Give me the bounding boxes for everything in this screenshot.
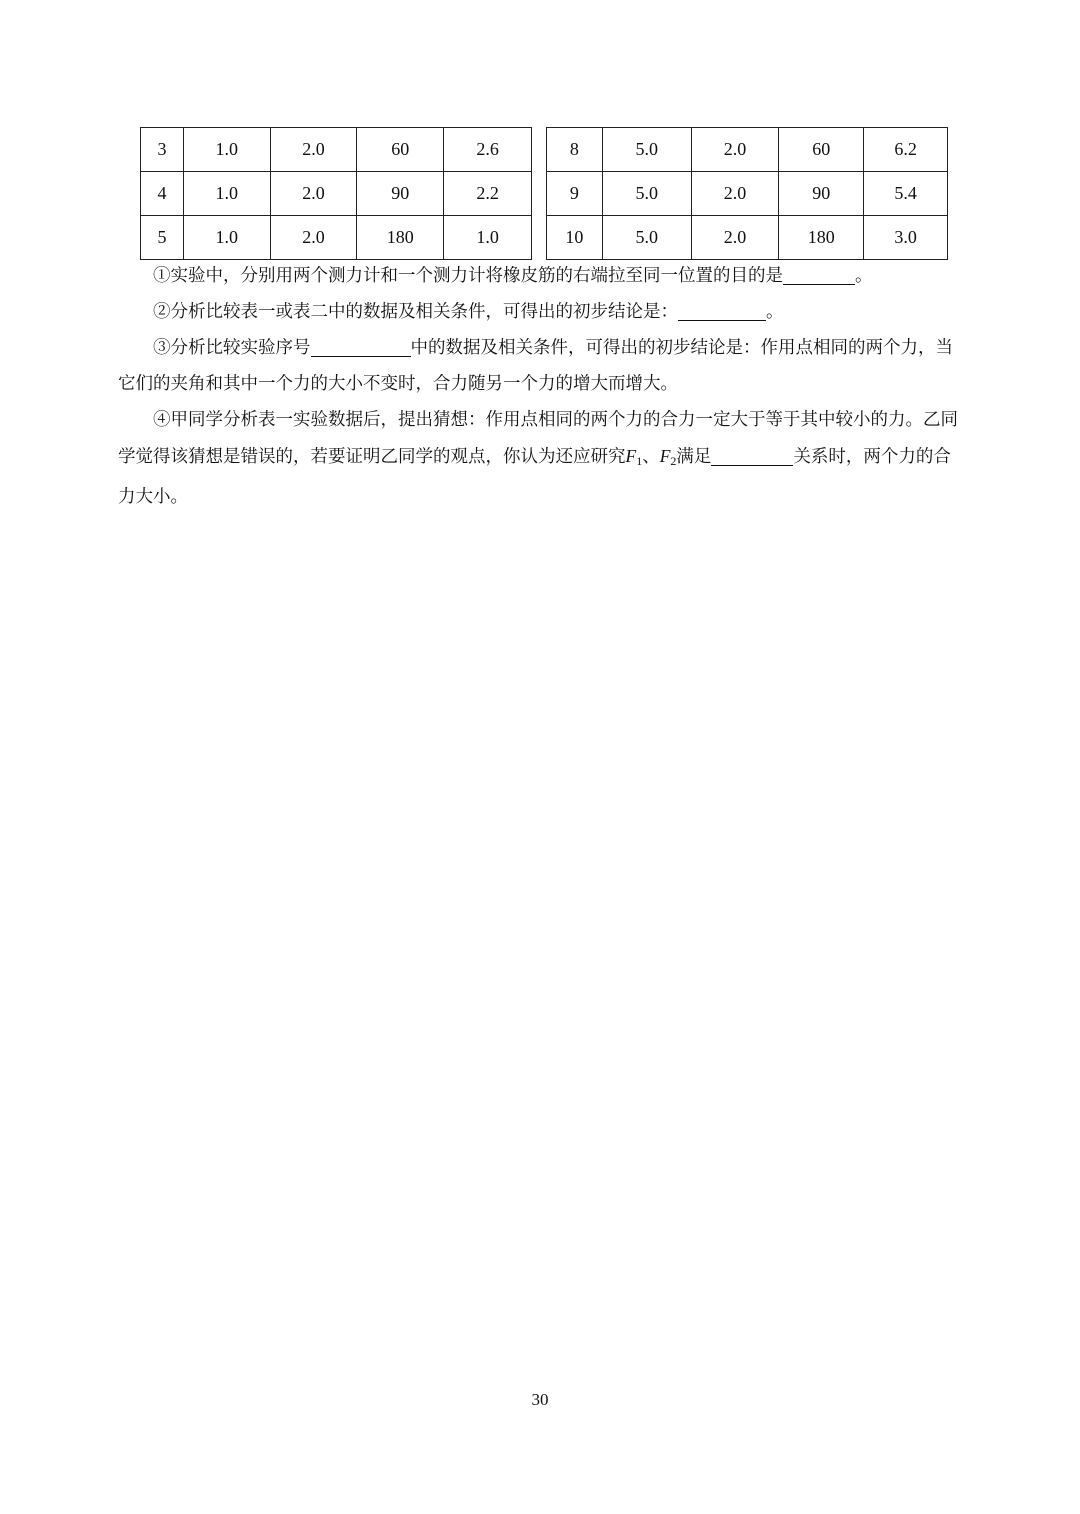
separator: 、 — [642, 447, 660, 467]
table-row — [141, 216, 532, 260]
question-4 — [118, 402, 968, 515]
data-tables — [140, 127, 948, 261]
question-4-end: 关系时，两个力的合力大小。 — [118, 447, 951, 507]
question-2-end: 。 — [766, 302, 784, 322]
answer-blank[interactable] — [678, 300, 766, 321]
question-3-text-end: 中的数据及相关条件，可得出的初步结论是：作用点相同的两个力，当它们的夹角和其中一个力的大小不变时，合力随另一个力的增大而增大。 — [118, 338, 953, 394]
table-cell: 10 — [547, 216, 603, 260]
answer-blank[interactable] — [311, 336, 411, 357]
table-cell: 5.0 — [602, 128, 691, 172]
table-cell: 5.0 — [602, 172, 691, 216]
table-cell: 1.0 — [444, 216, 532, 260]
answer-blank[interactable] — [711, 445, 793, 466]
table-cell: 2.0 — [691, 216, 779, 260]
question-1-end: 。 — [855, 266, 873, 286]
table-cell: 1.0 — [183, 128, 270, 172]
table-cell: 2.0 — [691, 128, 779, 172]
table-row — [547, 172, 948, 216]
table-cell: 5 — [141, 216, 184, 260]
table-cell: 180 — [779, 216, 864, 260]
table-cell: 2.0 — [270, 172, 357, 216]
table-row — [547, 216, 948, 260]
table-cell: 9 — [547, 172, 603, 216]
table-row — [141, 172, 532, 216]
table-one — [140, 127, 532, 260]
question-4-text: ④甲同学分析表一实验数据后，提出猜想：作用点相同的两个力的合力一定大于等于其中较小的力。乙同学觉得该猜想是错误的，若要证明乙同学的观点，你认为还应研究 — [118, 410, 958, 467]
table-cell: 2.6 — [444, 128, 532, 172]
table-cell: 2.0 — [270, 128, 357, 172]
table-cell: 5.0 — [602, 216, 691, 260]
table-cell: 5.4 — [864, 172, 948, 216]
page-number: 30 — [531, 1390, 549, 1409]
variable-f1-letter: F — [625, 446, 637, 466]
table-row — [547, 128, 948, 172]
table-cell: 180 — [357, 216, 444, 260]
variable-f2-subscript: 2 — [670, 454, 677, 468]
table-cell: 2.2 — [444, 172, 532, 216]
table-cell: 90 — [779, 172, 864, 216]
table-cell: 4 — [141, 172, 184, 216]
question-3 — [118, 330, 968, 402]
question-2-text: ②分析比较表一或表二中的数据及相关条件，可得出的初步结论是： — [153, 302, 678, 322]
answer-blank[interactable] — [783, 264, 855, 285]
table-two — [546, 127, 948, 260]
table-cell: 3 — [141, 128, 184, 172]
question-2 — [118, 294, 968, 330]
table-cell: 60 — [779, 128, 864, 172]
variable-f1-subscript: 1 — [636, 454, 643, 468]
table-row — [141, 128, 532, 172]
question-1-text: ①实验中，分别用两个测力计和一个测力计将橡皮筋的右端拉至同一位置的目的是 — [153, 266, 783, 286]
table-cell: 3.0 — [864, 216, 948, 260]
table-cell: 6.2 — [864, 128, 948, 172]
table-cell: 1.0 — [183, 172, 270, 216]
variable-f1 — [626, 446, 643, 466]
question-3-text: ③分析比较实验序号 — [153, 338, 311, 358]
variable-f2-letter: F — [659, 446, 671, 466]
table-cell: 1.0 — [183, 216, 270, 260]
table-cell: 2.0 — [691, 172, 779, 216]
question-4-mid: 满足 — [676, 447, 712, 467]
table-cell: 8 — [547, 128, 603, 172]
table-cell: 60 — [357, 128, 444, 172]
variable-f2 — [660, 446, 677, 466]
question-1 — [118, 258, 968, 294]
question-block — [118, 258, 968, 515]
table-cell: 90 — [357, 172, 444, 216]
table-cell: 2.0 — [270, 216, 357, 260]
